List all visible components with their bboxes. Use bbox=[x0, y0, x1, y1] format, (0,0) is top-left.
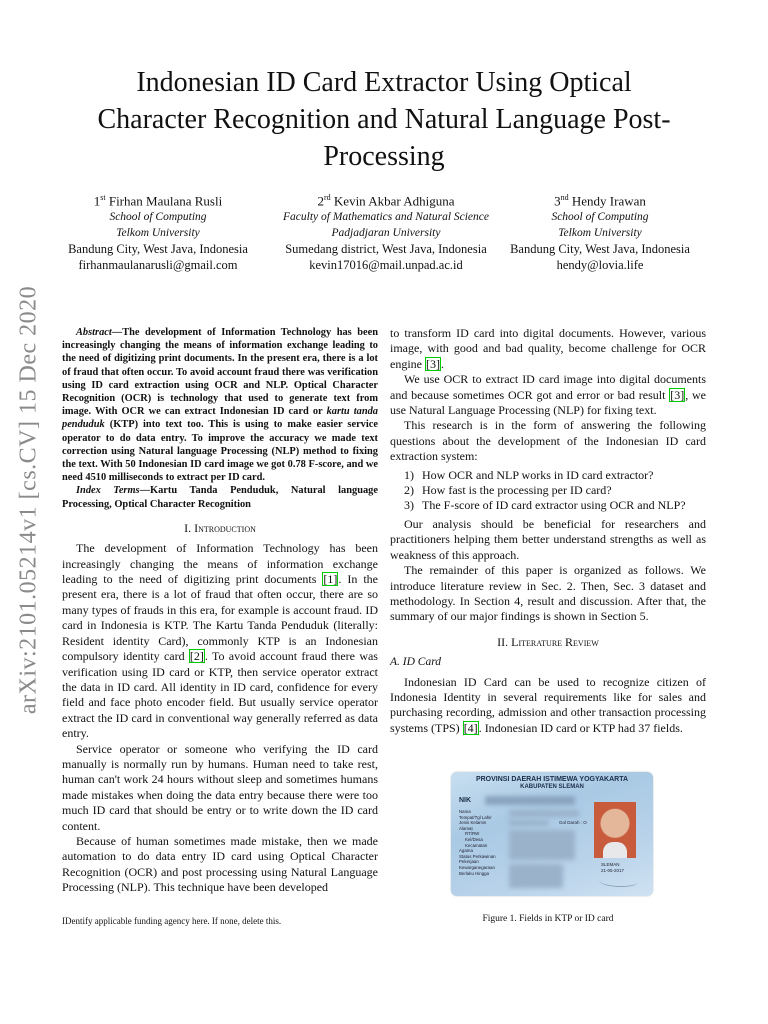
ktp-photo bbox=[594, 802, 636, 858]
list-item: 1) How OCR and NLP works in ID card extractor? bbox=[404, 467, 654, 482]
ktp-issue-info: SLEMAN 21-05-2017 bbox=[601, 862, 625, 873]
ktp-field: Tempat/Tgl Lahir bbox=[459, 814, 492, 820]
author-name: 3nd Hendy Irawan bbox=[554, 193, 646, 209]
left-column bbox=[62, 326, 378, 896]
intro-paragraph-3: Because of human sometimes made mistake, then we made automation to do data entry ID card using Optical Character Recognition (OCR) and post processing using Natural Language Processing (NLP). This technique have been developed bbox=[62, 833, 378, 895]
index-terms: Index Terms—Kartu Tanda Penduduk, Natural language Processing, Optical Character Recognition bbox=[62, 485, 378, 510]
author-email: kevin17016@mail.unpad.ac.id bbox=[309, 258, 463, 273]
intro-paragraph-2: Service operator or someone who verifying the ID card manually is normally run by humans. Human need to take rest, human can't work 24 hours without sleep and sometimes humans made mistakes when doing the data entry because there were too much ID card that should be entry or to write down the ID card content. bbox=[62, 741, 378, 833]
author-location: Sumedang district, West Java, Indonesia bbox=[285, 242, 487, 257]
ktp-field: Pekerjaan bbox=[459, 859, 479, 865]
intro-paragraph-7: The remainder of this paper is organized as follows. We introduce literature review in Sec. 2. Then, Sec. 3 dataset and methodology. In Section 4, result and discussion. After that, the summary of our major findings is shown in Section 5. bbox=[390, 563, 706, 624]
citation-link[interactable]: [1] bbox=[323, 572, 338, 587]
list-item: 3) The F-score of ID card extractor using OCR and NLP? bbox=[404, 498, 686, 513]
ktp-nik-redacted bbox=[485, 796, 575, 805]
ktp-redacted-value bbox=[509, 810, 579, 817]
citation-link[interactable]: [2] bbox=[189, 649, 204, 664]
arxiv-identifier-text: arXiv:2101.05214v1 [cs.CV] 15 Dec 2020 bbox=[15, 285, 42, 715]
literature-paragraph-1: Indonesian ID Card can be used to recognize citizen of Indonesia Identity in several requirements like for sales and purchasing recording, admission and other transaction processing systems (TPS) [4]. Indonesian ID card or KTP had 37 fields. bbox=[390, 674, 706, 735]
intro-paragraph-1: The development of Information Technology has been increasingly changing the means of information exchange leading to the need of digitizing print documents [1]. In the present era, there is a lot of fraud that often occur, there are so many types of frauds in this era, for example is account fraud. ID card in Indonesia is KTP. The Kartu Tanda Penduduk (literally: Resident identity Card), commonly KTP is an Indonesian compulsory identity card [2]. To avoid account fraud there was verification using ID card or KTP, then service operator extract the data in ID card. All identity in ID card, confidence for every field and face photo encoder field. But usually service operator extract the ID card in conventional way generally referred as data entry. bbox=[62, 541, 378, 741]
author-name: 1st Firhan Maulana Rusli bbox=[93, 193, 223, 209]
intro-paragraph-4: We use OCR to extract ID card image into digital documents and because sometimes OCR got and error or bad result [3], we use Natural Language Processing (NLP) for fixing text. bbox=[390, 372, 706, 418]
author-institution: Telkom University bbox=[558, 227, 642, 240]
ktp-field: Kewarganegaraan bbox=[459, 864, 495, 870]
ktp-redacted-value bbox=[509, 830, 575, 860]
ktp-field: Agama bbox=[459, 848, 473, 854]
ktp-field: Jenis Kelamin bbox=[459, 820, 487, 826]
author-department: Faculty of Mathematics and Natural Science bbox=[283, 211, 489, 224]
subsection-heading-id-card: A. ID Card bbox=[390, 656, 442, 669]
intro-paragraph-6: Our analysis should be beneficial for researchers and practitioners helping them better understand strengths as well as weakness of this approach. bbox=[390, 516, 706, 562]
ktp-field: Kecamatan bbox=[465, 842, 488, 848]
author-institution: Telkom University bbox=[116, 227, 200, 240]
right-column bbox=[390, 326, 706, 736]
citation-link[interactable]: [3] bbox=[426, 356, 440, 371]
author-block-3 bbox=[500, 190, 700, 273]
author-email: firhanmaulanarusli@gmail.com bbox=[78, 258, 238, 273]
figure-caption: Figure 1. Fields in KTP or ID card bbox=[482, 914, 614, 924]
author-location: Bandung City, West Java, Indonesia bbox=[68, 242, 248, 257]
intro-paragraph-5: This research is in the form of answering the following questions about the development of the Indonesian ID card extraction system: bbox=[390, 418, 706, 464]
footnote: IDentify applicable funding agency here. If none, delete this. bbox=[62, 916, 282, 926]
author-email: hendy@lovia.life bbox=[556, 258, 644, 273]
ktp-redacted-value bbox=[509, 820, 549, 826]
research-questions-list bbox=[390, 468, 706, 514]
ktp-field: Alamat bbox=[459, 825, 473, 831]
ktp-field-labels bbox=[459, 809, 496, 876]
ktp-redacted-value bbox=[509, 864, 563, 888]
ktp-blood-type: Gol Darah : O bbox=[559, 820, 587, 825]
intro-paragraph-3-cont: to transform ID card into digital documents. However, various image, with good and bad quality, become challenge for OCR engine [3]. bbox=[390, 326, 706, 371]
ktp-province: PROVINSI DAERAH ISTIMEWA YOGYAKARTA bbox=[475, 776, 629, 783]
arxiv-identifier bbox=[12, 270, 46, 730]
author-name: 2rd Kevin Akbar Adhiguna bbox=[317, 193, 455, 209]
author-department: School of Computing bbox=[551, 211, 649, 224]
ktp-field: Nama bbox=[459, 809, 471, 814]
section-heading-introduction: I. Introduction bbox=[184, 520, 256, 535]
ktp-field: Kel/Desa bbox=[465, 836, 483, 842]
author-institution: Padjadjaran University bbox=[331, 227, 441, 240]
author-location: Bandung City, West Java, Indonesia bbox=[510, 242, 690, 257]
ktp-regency: KABUPATEN SLEMAN bbox=[520, 784, 584, 790]
section-heading-literature-review: II. Literature Review bbox=[497, 634, 599, 649]
citation-link[interactable]: [3] bbox=[670, 387, 685, 402]
ktp-field: Berlaku Hingga bbox=[459, 870, 490, 876]
list-item: 2) How fast is the processing per ID card? bbox=[404, 483, 612, 498]
ktp-signature bbox=[599, 876, 637, 887]
citation-link[interactable]: [4] bbox=[463, 720, 478, 735]
author-block-2 bbox=[254, 190, 518, 273]
ktp-field: RT/RW bbox=[465, 831, 480, 837]
ktp-field: Status Perkawinan bbox=[459, 853, 496, 859]
author-block-1 bbox=[58, 190, 258, 273]
abstract: Abstract—The development of Information Technology has been increasingly changing the means of information exchange leading to the need of digitizing print documents. In the present era, there is a lot of fraud that often occur. To avoid account fraud there was verification using ID card extraction using OCR and NLP. Optical Character Recognition (OCR) is technology that used to generate text from image. With OCR we can extract Indonesian ID card or kartu tanda penduduk (KTP) into text too. This is using to make easier service operator to do data entry. To improve the accuracy we made text correction using Natural language Processing (NLP) method to fixing the text. With 50 Indonesian ID card image we got 0.78 F-score, and we need 4510 milliseconds to extract per ID card. bbox=[62, 327, 379, 484]
ktp-nik-label: NIK bbox=[459, 797, 472, 804]
paper-title: Indonesian ID Card Extractor Using Optical Character Recognition and Natural Language Post-Processing bbox=[97, 67, 671, 172]
author-department: School of Computing bbox=[109, 211, 207, 224]
ktp-card-figure bbox=[451, 772, 653, 896]
